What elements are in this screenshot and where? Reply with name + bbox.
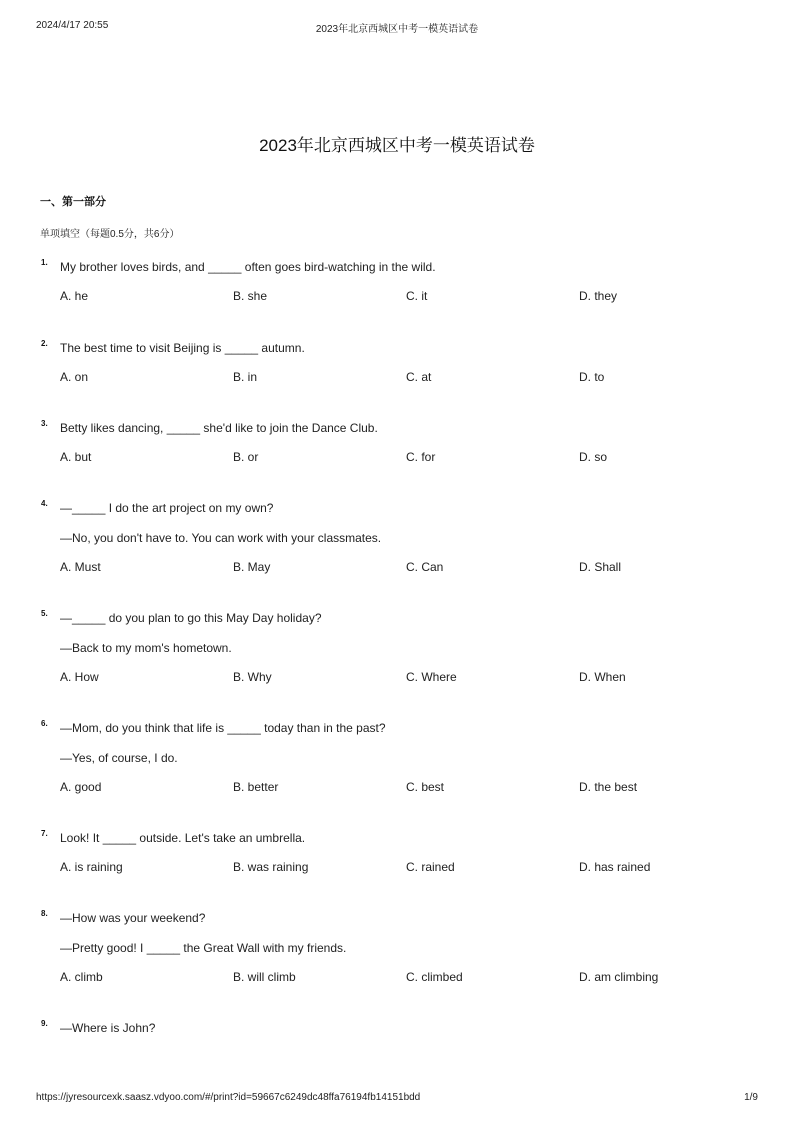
page-number: 1/9 [744, 1092, 758, 1103]
option-a: A. is raining [60, 860, 123, 874]
option-a: A. good [60, 780, 102, 794]
option-c: C. rained [406, 860, 455, 874]
print-header-title: 2023年北京西城区中考一模英语试卷 [315, 24, 479, 35]
question-number: 3. [41, 419, 48, 428]
question-number: 5. [41, 609, 48, 618]
option-d: D. the best [579, 780, 638, 794]
question-number: 9. [41, 1019, 48, 1028]
option-c: C. best [406, 780, 445, 794]
option-a: A. he [60, 289, 89, 303]
option-d: D. has rained [579, 860, 651, 874]
question-number: 4. [41, 499, 48, 508]
option-b: B. was raining [233, 860, 309, 874]
question-text: —Mom, do you think that life is _____ today than in the past? [60, 721, 386, 735]
option-b: B. May [233, 560, 271, 574]
option-d: D. so [579, 450, 608, 464]
print-datetime: 2024/4/17 20:55 [36, 20, 109, 31]
question-number: 1. [41, 258, 48, 267]
question-text: —Where is John? [60, 1021, 156, 1035]
question-text-line-2: —Pretty good! I _____ the Great Wall with my friends. [60, 941, 347, 955]
option-b: B. Why [233, 670, 272, 684]
question-text-line-2: —Yes, of course, I do. [60, 751, 178, 765]
option-d: D. they [579, 289, 618, 303]
option-d: D. to [579, 370, 605, 384]
option-a: A. How [60, 670, 99, 684]
option-a: A. Must [60, 560, 101, 574]
question-number: 8. [41, 909, 48, 918]
option-b: B. in [233, 370, 258, 384]
option-c: C. climbed [406, 970, 463, 984]
question-number: 2. [41, 339, 48, 348]
option-c: C. at [406, 370, 432, 384]
question-number: 6. [41, 719, 48, 728]
option-a: A. but [60, 450, 92, 464]
question-text: Betty likes dancing, _____ she'd like to join the Dance Club. [60, 421, 378, 435]
question-text-line-2: —No, you don't have to. You can work with your classmates. [60, 531, 382, 545]
question-text: —_____ do you plan to go this May Day holiday? [60, 611, 322, 625]
option-c: C. it [406, 289, 428, 303]
option-d: D. Shall [579, 560, 622, 574]
section-heading: 一、第一部分 [40, 196, 106, 208]
option-b: B. will climb [233, 970, 296, 984]
option-c: C. Where [406, 670, 457, 684]
question-text: —How was your weekend? [60, 911, 206, 925]
option-d: D. When [579, 670, 626, 684]
question-text: —_____ I do the art project on my own? [60, 501, 274, 515]
question-text: Look! It _____ outside. Let's take an umbrella. [60, 831, 306, 845]
option-b: B. she [233, 289, 268, 303]
option-b: B. or [233, 450, 259, 464]
option-c: C. for [406, 450, 436, 464]
print-url: https://jyresourcexk.saasz.vdyoo.com/#/print?id=59667c6249dc48ffa76194fb14151bdd [36, 1092, 421, 1103]
page-title: 2023年北京西城区中考一模英语试卷 [259, 136, 535, 155]
option-a: A. climb [60, 970, 103, 984]
question-number: 7. [41, 829, 48, 838]
option-b: B. better [233, 780, 279, 794]
subsection-heading: 单项填空（每题0.5分，共6分） [40, 229, 180, 240]
question-text: My brother loves birds, and _____ often goes bird-watching in the wild. [60, 260, 436, 274]
question-text-line-2: —Back to my mom's hometown. [60, 641, 232, 655]
option-c: C. Can [406, 560, 444, 574]
option-d: D. am climbing [579, 970, 659, 984]
question-text: The best time to visit Beijing is _____ autumn. [60, 341, 305, 355]
option-a: A. on [60, 370, 89, 384]
